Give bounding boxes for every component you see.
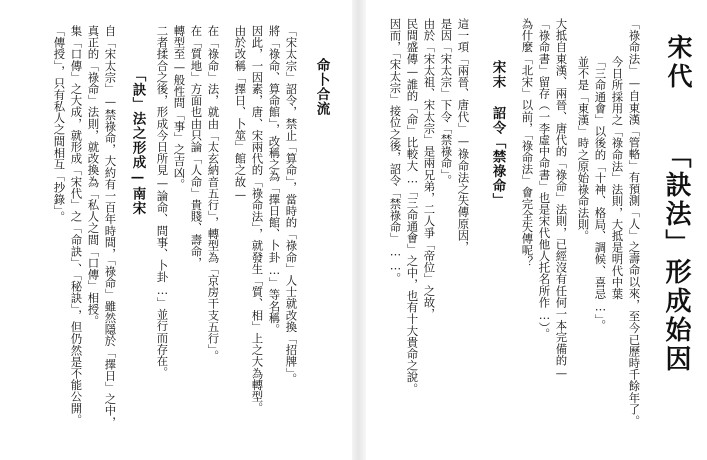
section-heading: 宋末 詔令「禁祿命」: [489, 60, 506, 208]
paragraph: 在「質地」方面也由只論「人命」貴賤、壽命，: [189, 25, 204, 269]
paragraph: 集「口傳」之大成，就形成「宋代」之「命訣」、「秘訣」，但仍然是不能公開。: [69, 25, 84, 426]
paragraph: 轉型至—般性問「事」之吉凶。: [172, 25, 187, 190]
paragraph: 今日所採用之「祿命法」法則，大抵是明代中葉: [610, 56, 625, 300]
paragraph: 為什麼「北宋」以前，「祿命法」會完全失傳呢？: [520, 18, 535, 268]
paragraph: 「傳授」，只有私人之間相互「抄錄」。: [52, 25, 67, 223]
paragraph: 真正的「祿命」法則，就改換為「私人之間「口傳」相授。: [86, 25, 101, 327]
paragraph: 二者揉合之後，形成今日所見—論命、問事、卜卦…」並行而存在。: [155, 25, 170, 379]
paragraph: 「三命通會」以後的「十神、格局、調候、喜忌…」。: [593, 56, 608, 332]
paragraph: 這一項「兩晉、唐代」—祿命法之失傳原因，: [456, 18, 471, 253]
paragraph: 「祿命法」—自東漢「管輅」有預測「人」之壽命以來，至今已歷時千餘年了。: [627, 18, 642, 427]
paragraph: 「祿命書」留存（一李虛中命書」也是宋代他人托名所作…）。: [537, 18, 552, 340]
paragraph: 大抵自東漢、兩晉、唐代的「祿命」法則，已經沒有任何一本完備的—: [554, 18, 569, 381]
book-gutter: [352, 0, 366, 460]
chapter-title-part2: 「訣法」形成始因: [661, 142, 691, 374]
paragraph: 是因「宋太宗」下令「禁祿命」。: [439, 18, 454, 187]
paragraph: 民間盛傳—誰的「命」比較大…「三命通會」之中，也有十大貴命之說。: [405, 18, 420, 395]
paragraph: 自「宋太宗」—禁祿命，大約有一百年時間，「祿命」雖然隱於「擇日」之中，: [103, 25, 118, 428]
paragraph: 並不是「東漢」時之原始祿命法則。: [576, 56, 591, 242]
paragraph: 在「祿命」法，就由「太玄納音五行」，轉型為「京房干支五行」。: [206, 25, 221, 362]
paragraph: 「宋太宗」詔令，禁止「算命」，當時的「祿命」人士就改換「招牌」。: [284, 25, 299, 385]
paragraph: 因而，「宋太宗」接位之後，詔令「禁祿命」……。: [388, 18, 403, 285]
paragraph: 由於改稱「擇日、卜筮」館之故—: [233, 25, 248, 202]
chapter-title-part1: 宋代: [664, 34, 693, 92]
paragraph: 由於「宋太祖、宋太宗」是兩兄弟，二人爭「帝位」之故，: [422, 18, 437, 320]
section-heading: 「訣」法之形成—南宋: [129, 68, 146, 216]
section-heading: 命卜合流: [313, 58, 330, 116]
paragraph: 因此，一因素，唐、宋兩代的「祿命法」，就發生「質、相」上之大為轉型。: [250, 25, 265, 414]
paragraph: 將「祿命、算命館」，改稱之為「擇日館、卜卦…」等名稱。: [267, 25, 282, 336]
